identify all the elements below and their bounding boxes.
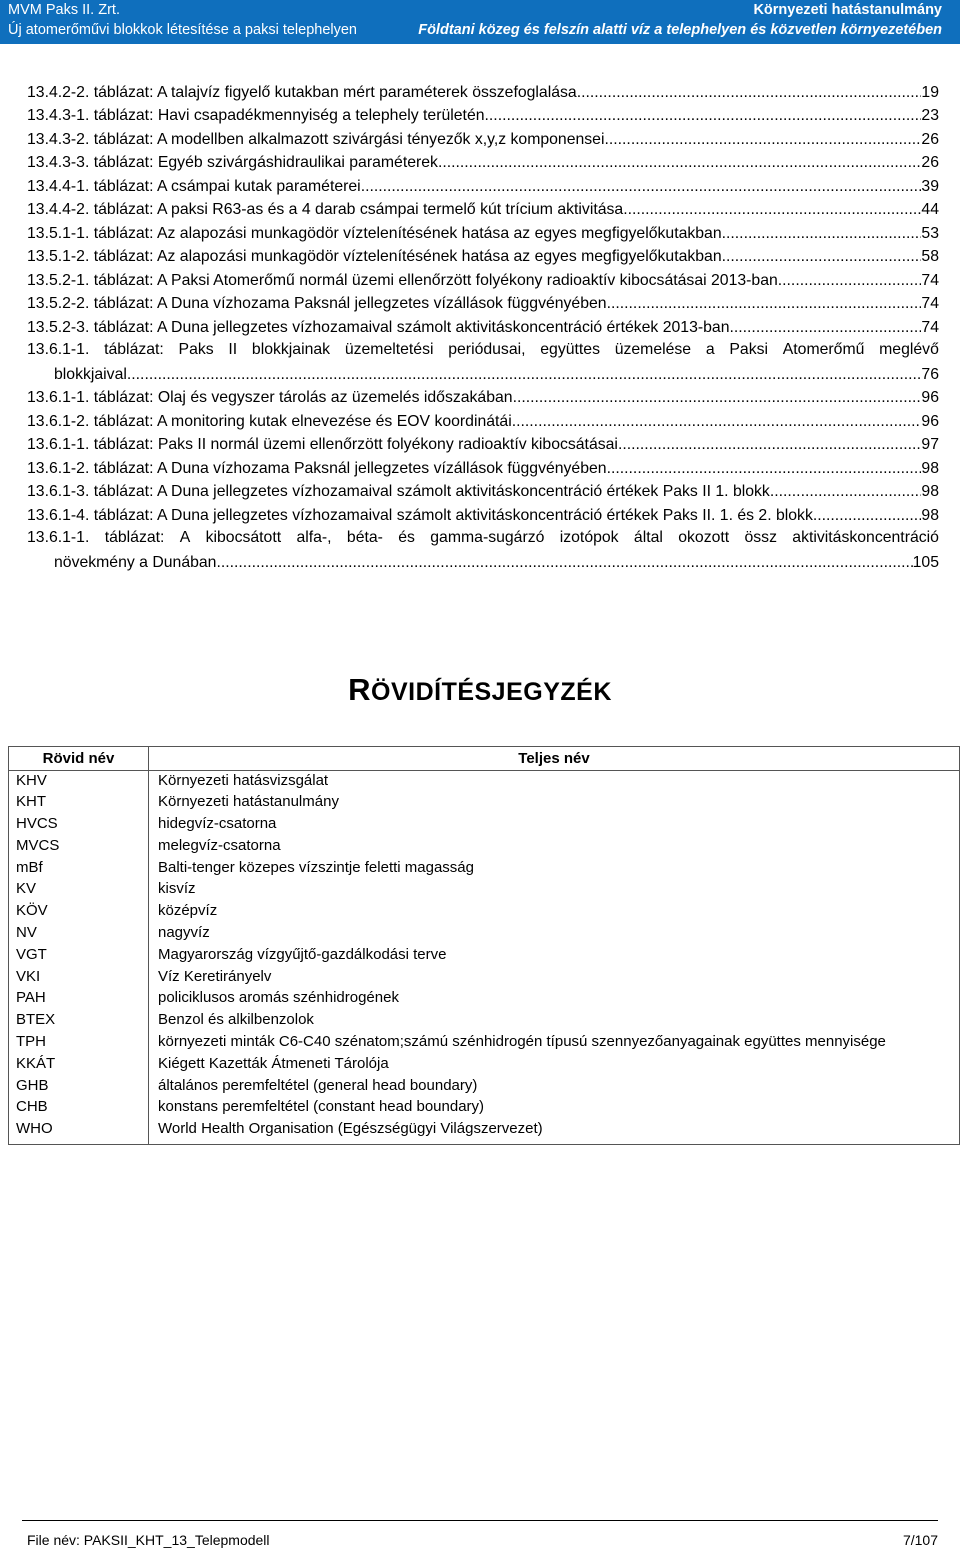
toc-entry-page: 96 bbox=[921, 412, 939, 430]
toc-dot-leader bbox=[770, 482, 922, 502]
toc-entry[interactable] bbox=[27, 385, 939, 409]
table-row bbox=[9, 792, 960, 814]
abbr-short-name: WHO bbox=[9, 1119, 149, 1144]
abbr-short-name: TPH bbox=[9, 1032, 149, 1054]
toc-entry-page: 96 bbox=[921, 389, 939, 406]
toc-entry-page: 74 bbox=[921, 318, 939, 336]
toc-entry-title: 13.4.3-3. táblázat: Egyéb szivárgáshidraulikai paraméterek bbox=[27, 154, 438, 171]
footer-divider bbox=[22, 1520, 938, 1521]
toc-entry-page: 76 bbox=[921, 365, 939, 383]
table-row bbox=[9, 1119, 960, 1144]
toc-entry-title: 13.5.2-2. táblázat: A Duna vízhozama Paksnál jellegzetes vízállások függvényében bbox=[27, 295, 607, 312]
abbr-full-name: Környezeti hatásvizsgálat bbox=[149, 771, 960, 793]
abbr-full-name: Benzol és alkilbenzolok bbox=[149, 1010, 960, 1032]
toc-entry-page: 98 bbox=[921, 459, 939, 477]
toc-entry-title: 13.5.1-2. táblázat: Az alapozási munkagödör víztelenítésének hatása az egyes megfigyelőkutakban bbox=[27, 248, 722, 265]
toc-dot-leader bbox=[813, 506, 922, 526]
toc-entry[interactable] bbox=[27, 103, 939, 127]
table-of-tables bbox=[27, 79, 939, 573]
toc-dot-leader bbox=[604, 130, 921, 150]
abbr-full-name: World Health Organisation (Egészségügyi Világszervezet) bbox=[149, 1119, 960, 1144]
abbr-full-name: középvíz bbox=[149, 901, 960, 923]
header-full-name: Teljes név bbox=[149, 747, 960, 771]
abbr-short-name: VKI bbox=[9, 967, 149, 989]
table-row bbox=[9, 901, 960, 923]
toc-entry-page: 74 bbox=[921, 295, 939, 312]
header-doc-type: Környezeti hatástanulmány bbox=[753, 2, 942, 18]
abbr-full-name: környezeti minták C6-C40 szénatom;számú szénhidrogén típusú szennyezőanyagainak együttes mennyisége bbox=[149, 1032, 960, 1054]
toc-entry-title: 13.4.4-1. táblázat: A csámpai kutak paraméterei bbox=[27, 177, 361, 195]
toc-entry-page: 97 bbox=[921, 436, 939, 453]
toc-entry-page: 23 bbox=[921, 107, 939, 124]
abbr-full-name: hidegvíz-csatorna bbox=[149, 814, 960, 836]
abbr-short-name: KKÁT bbox=[9, 1054, 149, 1076]
toc-dot-leader bbox=[361, 177, 922, 197]
toc-entry[interactable] bbox=[27, 502, 939, 526]
toc-entry-title: 13.6.1-2. táblázat: A Duna vízhozama Paksnál jellegzetes vízállások függvényében bbox=[27, 459, 607, 477]
toc-entry-title: 13.6.1-1. táblázat: Paks II normál üzemi ellenőrzött folyékony radioaktív kibocsátásai bbox=[27, 436, 618, 453]
toc-dot-leader bbox=[623, 200, 921, 220]
toc-entry[interactable] bbox=[27, 244, 939, 268]
header-company: MVM Paks II. Zrt. bbox=[8, 2, 120, 18]
table-row bbox=[9, 771, 960, 793]
toc-entry-title: 13.6.1-1. táblázat: Olaj és vegyszer tárolás az üzemelés időszakában bbox=[27, 389, 513, 406]
table-row bbox=[9, 836, 960, 858]
toc-dot-leader bbox=[577, 83, 922, 103]
table-row bbox=[9, 923, 960, 945]
table-row bbox=[9, 879, 960, 901]
toc-entry-title: 13.6.1-2. táblázat: A monitoring kutak elnevezése és EOV koordinátái bbox=[27, 412, 512, 430]
toc-dot-leader bbox=[513, 388, 922, 408]
footer-page-number: 7/107 bbox=[902, 1532, 938, 1548]
toc-entry[interactable] bbox=[27, 126, 939, 150]
toc-entry-title: 13.6.1-4. táblázat: A Duna jellegzetes vízhozamaival számolt aktivitáskoncentráció értékek Paks II. 1. és 2. blokk bbox=[27, 506, 813, 524]
toc-dot-leader bbox=[729, 318, 921, 338]
toc-entry-page: 74 bbox=[921, 271, 939, 289]
toc-entry-title-line1: 13.6.1-1. táblázat: Paks II blokkjainak üzemeltetési periódusai, együttes üzemelése a Paksi Atomerőmű meglévő bbox=[27, 340, 939, 358]
toc-dot-leader bbox=[618, 435, 921, 455]
toc-entry[interactable] bbox=[27, 432, 939, 456]
toc-dot-leader bbox=[127, 365, 922, 385]
toc-entry-title: 13.4.3-1. táblázat: Havi csapadékmennyiség a telephely területén bbox=[27, 107, 485, 124]
table-row bbox=[9, 988, 960, 1010]
toc-entry[interactable] bbox=[27, 314, 939, 338]
toc-entry-title: 13.4.3-2. táblázat: A modellben alkalmazott szivárgási tényezők x,y,z komponensei bbox=[27, 130, 605, 148]
abbr-full-name: Környezeti hatástanulmány bbox=[149, 792, 960, 814]
toc-entry-page: 26 bbox=[921, 154, 939, 171]
abbr-full-name: Balti-tenger közepes vízszintje feletti magasság bbox=[149, 858, 960, 880]
toc-entry-title-line2: blokkjaival bbox=[54, 365, 127, 383]
toc-entry-page: 26 bbox=[921, 130, 939, 148]
toc-entry[interactable] bbox=[27, 479, 939, 503]
abbr-short-name: mBf bbox=[9, 858, 149, 880]
table-row bbox=[9, 814, 960, 836]
abbr-short-name: HVCS bbox=[9, 814, 149, 836]
toc-entry-page: 58 bbox=[921, 248, 939, 265]
table-row bbox=[9, 1032, 960, 1054]
abbreviation-table bbox=[8, 746, 960, 1145]
toc-entry-title-line2: növekmény a Dunában bbox=[54, 553, 217, 571]
abbr-short-name: KÖV bbox=[9, 901, 149, 923]
table-row bbox=[9, 858, 960, 880]
toc-entry[interactable] bbox=[27, 173, 939, 197]
toc-entry[interactable] bbox=[27, 291, 939, 315]
toc-entry[interactable] bbox=[27, 197, 939, 221]
toc-dot-leader bbox=[485, 106, 922, 126]
toc-entry-title: 13.4.2-2. táblázat: A talajvíz figyelő kutakban mért paraméterek összefoglalása bbox=[27, 83, 577, 101]
toc-entry[interactable] bbox=[27, 267, 939, 291]
toc-entry-page: 39 bbox=[921, 177, 939, 195]
table-row bbox=[9, 1097, 960, 1119]
abbr-short-name: KV bbox=[9, 879, 149, 901]
abbr-short-name: KHV bbox=[9, 771, 149, 793]
abbr-short-name: BTEX bbox=[9, 1010, 149, 1032]
toc-dot-leader bbox=[512, 412, 922, 432]
toc-entry-page: 98 bbox=[921, 506, 939, 524]
abbr-short-name: GHB bbox=[9, 1076, 149, 1098]
table-row bbox=[9, 1076, 960, 1098]
footer-file-name: File név: PAKSII_KHT_13_Telepmodell bbox=[27, 1532, 270, 1548]
toc-entry[interactable] bbox=[27, 79, 939, 103]
toc-dot-leader bbox=[607, 459, 922, 479]
toc-entry-page: 44 bbox=[921, 201, 939, 218]
table-row bbox=[9, 1010, 960, 1032]
abbr-full-name: Magyarország vízgyűjtő-gazdálkodási terve bbox=[149, 945, 960, 967]
abbr-full-name: policiklusos aromás szénhidrogének bbox=[149, 988, 960, 1010]
toc-entry-page: 19 bbox=[921, 83, 939, 101]
page-header bbox=[0, 0, 960, 44]
toc-entry-title: 13.6.1-3. táblázat: A Duna jellegzetes vízhozamaival számolt aktivitáskoncentráció értékek Paks II 1. blokk bbox=[27, 483, 770, 500]
table-row bbox=[9, 967, 960, 989]
section-title: RÖVIDÍTÉSJEGYZÉK bbox=[348, 672, 612, 707]
toc-entry[interactable] bbox=[27, 408, 939, 432]
table-header-row bbox=[9, 747, 960, 771]
toc-entry[interactable] bbox=[27, 455, 939, 479]
abbr-short-name: MVCS bbox=[9, 836, 149, 858]
toc-entry-page: 105 bbox=[912, 553, 939, 571]
header-chapter: Földtani közeg és felszín alatti víz a telephelyen és közvetlen környezetében bbox=[418, 22, 942, 38]
abbr-short-name: CHB bbox=[9, 1097, 149, 1119]
abbr-full-name: Kiégett Kazetták Átmeneti Tárolója bbox=[149, 1054, 960, 1076]
toc-entry-title: 13.4.4-2. táblázat: A paksi R63-as és a 4 darab csámpai termelő kút trícium aktivitása bbox=[27, 201, 624, 218]
toc-entry-page: 98 bbox=[921, 483, 939, 500]
abbr-full-name: általános peremfeltétel (general head boundary) bbox=[149, 1076, 960, 1098]
toc-entry-title: 13.5.2-1. táblázat: A Paksi Atomerőmű normál üzemi ellenőrzött folyékony radioaktív kibocsátásai 2013-ban bbox=[27, 271, 778, 289]
toc-entry[interactable] bbox=[27, 150, 939, 174]
table-row bbox=[9, 945, 960, 967]
toc-entry-title-line1: 13.6.1-1. táblázat: A kibocsátott alfa-, béta- és gamma-sugárzó izotópok által okozott össz aktivitáskoncentráció bbox=[27, 528, 939, 546]
toc-entry[interactable] bbox=[27, 220, 939, 244]
abbr-full-name: Víz Keretirányelv bbox=[149, 967, 960, 989]
toc-entry-page: 53 bbox=[921, 224, 939, 242]
toc-dot-leader bbox=[722, 247, 922, 267]
toc-entry[interactable] bbox=[27, 526, 939, 573]
toc-dot-leader bbox=[778, 271, 922, 291]
abbr-full-name: melegvíz-csatorna bbox=[149, 836, 960, 858]
toc-dot-leader bbox=[216, 553, 912, 573]
abbr-full-name: kisvíz bbox=[149, 879, 960, 901]
abbr-full-name: konstans peremfeltétel (constant head boundary) bbox=[149, 1097, 960, 1119]
toc-dot-leader bbox=[607, 294, 922, 314]
table-row bbox=[9, 1054, 960, 1076]
abbr-short-name: KHT bbox=[9, 792, 149, 814]
abbr-short-name: VGT bbox=[9, 945, 149, 967]
header-short-name: Rövid név bbox=[9, 747, 149, 771]
abbr-full-name: nagyvíz bbox=[149, 923, 960, 945]
toc-dot-leader bbox=[438, 153, 921, 173]
toc-entry[interactable] bbox=[27, 338, 939, 385]
abbr-short-name: NV bbox=[9, 923, 149, 945]
abbr-short-name: PAH bbox=[9, 988, 149, 1010]
toc-entry-title: 13.5.2-3. táblázat: A Duna jellegzetes vízhozamaival számolt aktivitáskoncentráció értékek 2013-ban bbox=[27, 318, 730, 336]
toc-dot-leader bbox=[722, 224, 922, 244]
header-project: Új atomerőművi blokkok létesítése a paksi telephelyen bbox=[8, 22, 357, 38]
toc-entry-title: 13.5.1-1. táblázat: Az alapozási munkagödör víztelenítésének hatása az egyes megfigyelőkutakban bbox=[27, 224, 722, 242]
